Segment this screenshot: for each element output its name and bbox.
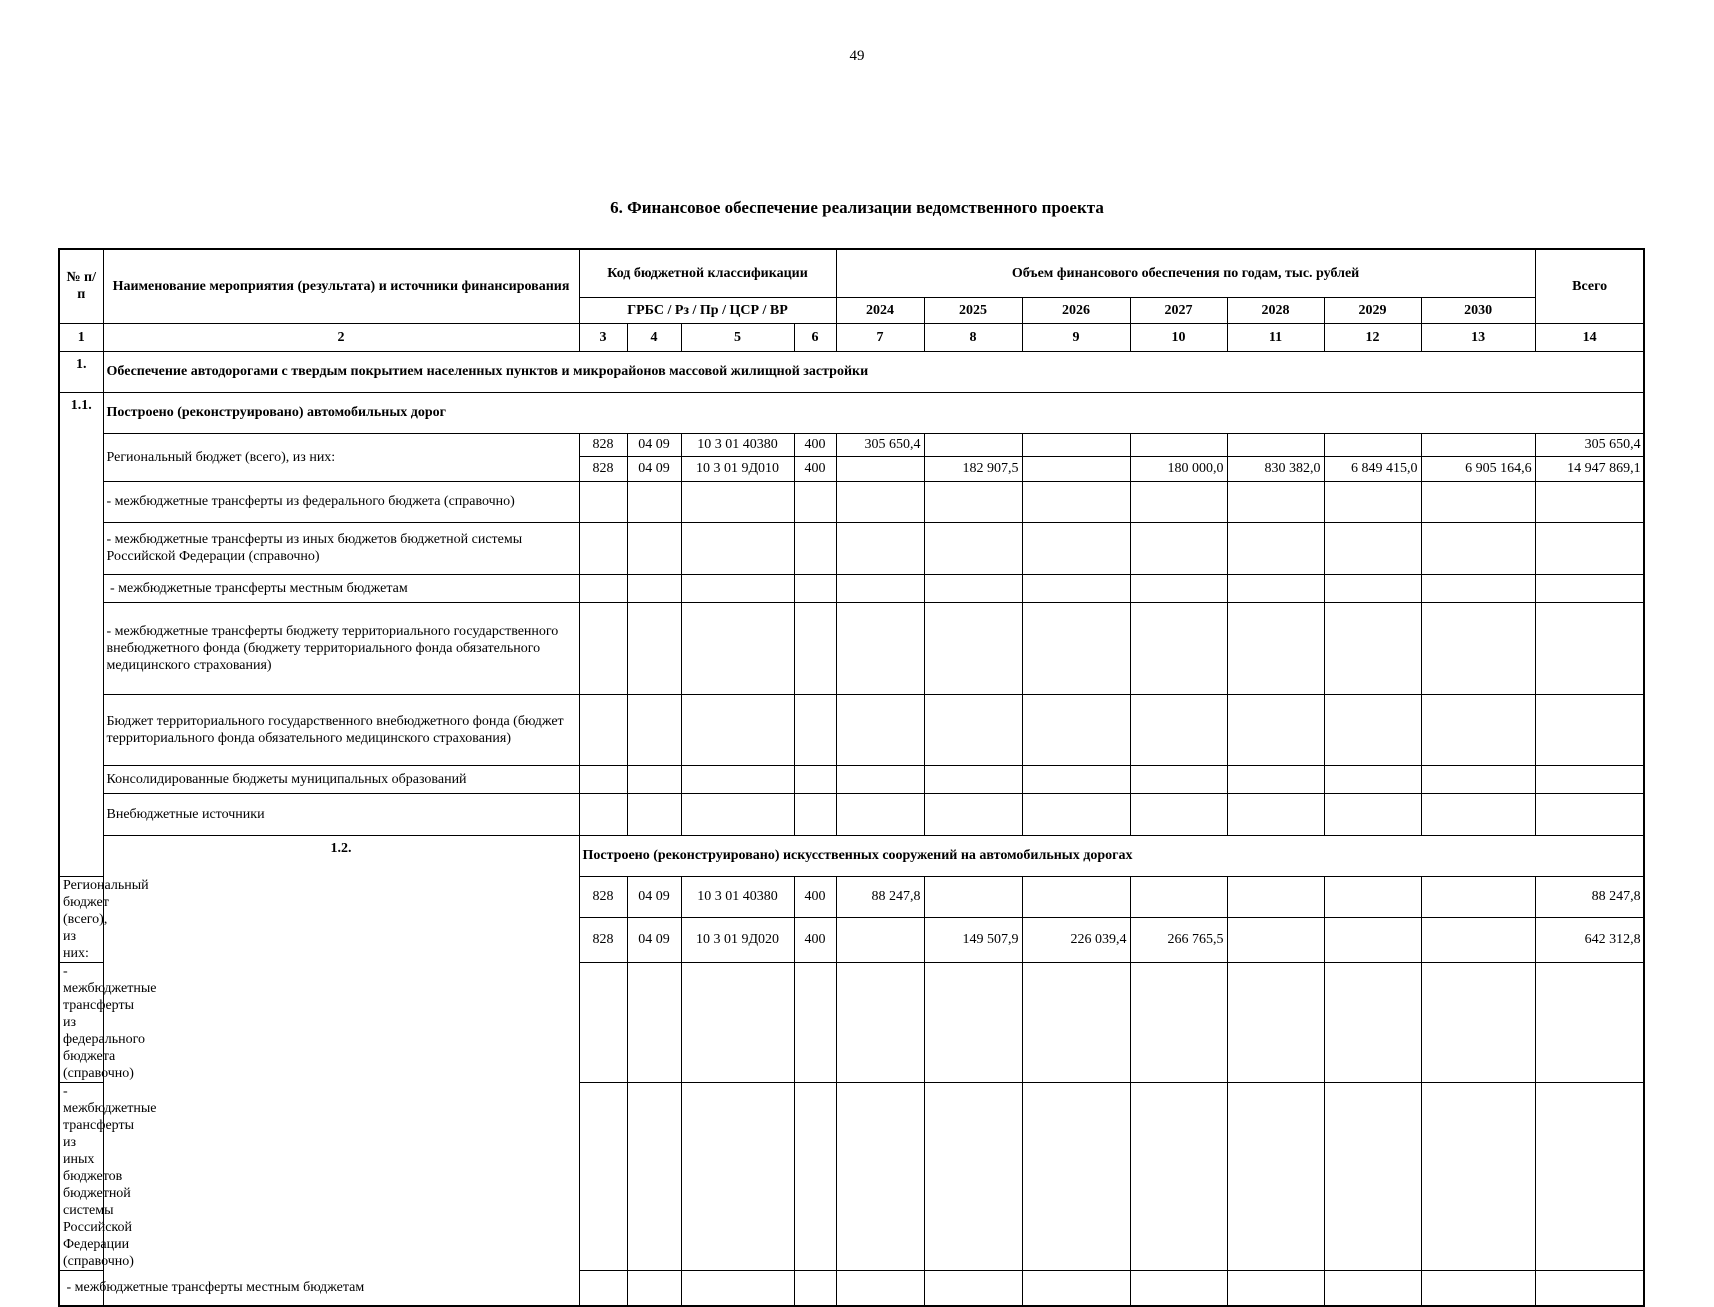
header-year: 2029 — [1324, 297, 1421, 323]
subsection-index: 1.1. — [59, 392, 103, 876]
cell-vr: 400 — [794, 876, 836, 918]
cell-csr: 10 3 01 40380 — [681, 876, 794, 918]
column-number: 13 — [1421, 323, 1535, 351]
header-year: 2028 — [1227, 297, 1324, 323]
cell-vr: 400 — [794, 433, 836, 456]
cell-csr: 10 3 01 9Д020 — [681, 918, 794, 962]
financing-table — [58, 248, 1645, 1307]
budget-label: Региональный бюджет (всего), из них: — [103, 433, 579, 481]
subsection-index: 1.2. — [103, 835, 579, 1306]
cell-2026 — [1022, 456, 1130, 481]
cell-2027: 266 765,5 — [1130, 918, 1227, 962]
cell-2029: 6 849 415,0 — [1324, 456, 1421, 481]
column-number: 8 — [924, 323, 1022, 351]
row-label: - межбюджетные трансферты из иных бюджетов бюджетной системы Российской Федерации (справочно) — [59, 1082, 103, 1270]
subsection-row — [59, 392, 1644, 433]
cell-2025: 182 907,5 — [924, 456, 1022, 481]
cell-2024: 88 247,8 — [836, 876, 924, 918]
cell-2025 — [924, 433, 1022, 456]
document-title: 6. Финансовое обеспечение реализации ведомственного проекта — [610, 198, 1104, 217]
cell-2028 — [1227, 918, 1324, 962]
row-label: - межбюджетные трансферты местным бюджетам — [103, 574, 579, 602]
cell-total: 88 247,8 — [1535, 876, 1644, 918]
cell-2029 — [1324, 876, 1421, 918]
page-number: 49 — [849, 48, 865, 64]
header-kbk-sub: ГРБС / Рз / Пр / ЦСР / ВР — [579, 297, 836, 323]
cell-total: 305 650,4 — [1535, 433, 1644, 456]
cell-2027 — [1130, 876, 1227, 918]
row-label: Внебюджетные источники — [103, 793, 579, 835]
cell-csr: 10 3 01 40380 — [681, 433, 794, 456]
table-row — [59, 522, 1644, 574]
row-label: - межбюджетные трансферты местным бюджетам — [59, 1270, 103, 1306]
header-name: Наименование мероприятия (результата) и источники финансирования — [103, 249, 579, 323]
cell-2030 — [1421, 918, 1535, 962]
cell-vr: 400 — [794, 456, 836, 481]
header-year: 2030 — [1421, 297, 1535, 323]
cell-2028 — [1227, 876, 1324, 918]
subsection-title: Построено (реконструировано) автомобильных дорог — [103, 392, 1644, 433]
cell-2027: 180 000,0 — [1130, 456, 1227, 481]
cell-2024: 305 650,4 — [836, 433, 924, 456]
row-label: - межбюджетные трансферты из федерального бюджета (справочно) — [103, 481, 579, 522]
column-number: 10 — [1130, 323, 1227, 351]
column-number: 12 — [1324, 323, 1421, 351]
cell-grbs: 828 — [579, 433, 627, 456]
cell-vr: 400 — [794, 918, 836, 962]
row-label: Консолидированные бюджеты муниципальных образований — [103, 765, 579, 793]
section-index: 1. — [59, 351, 103, 392]
column-number: 9 — [1022, 323, 1130, 351]
column-number: 7 — [836, 323, 924, 351]
cell-rzpr: 04 09 — [627, 433, 681, 456]
cell-rzpr: 04 09 — [627, 876, 681, 918]
cell-grbs: 828 — [579, 876, 627, 918]
cell-2028: 830 382,0 — [1227, 456, 1324, 481]
table-row — [59, 433, 1644, 456]
cell-2024 — [836, 918, 924, 962]
table-row — [59, 602, 1644, 694]
header-total: Всего — [1535, 249, 1644, 323]
header-year: 2024 — [836, 297, 924, 323]
section-title: Обеспечение автодорогами с твердым покрытием населенных пунктов и микрорайонов массовой жилищной застройки — [103, 351, 1644, 392]
column-number: 2 — [103, 323, 579, 351]
header-volume: Объем финансового обеспечения по годам, тыс. рублей — [836, 249, 1535, 297]
cell-rzpr: 04 09 — [627, 456, 681, 481]
row-label: - межбюджетные трансферты из иных бюджетов бюджетной системы Российской Федерации (справочно) — [103, 522, 579, 574]
table-row — [59, 481, 1644, 522]
cell-2029 — [1324, 433, 1421, 456]
column-number: 1 — [59, 323, 103, 351]
cell-rzpr: 04 09 — [627, 918, 681, 962]
cell-2026 — [1022, 876, 1130, 918]
column-number: 5 — [681, 323, 794, 351]
cell-2024 — [836, 456, 924, 481]
cell-2025: 149 507,9 — [924, 918, 1022, 962]
header-year: 2026 — [1022, 297, 1130, 323]
column-number: 11 — [1227, 323, 1324, 351]
budget-label: Региональный бюджет (всего), из них: — [59, 876, 103, 962]
cell-2030: 6 905 164,6 — [1421, 456, 1535, 481]
header-year: 2025 — [924, 297, 1022, 323]
cell-2025 — [924, 876, 1022, 918]
table-row — [59, 694, 1644, 765]
subsection-title: Построено (реконструировано) искусственных сооружений на автомобильных дорогах — [579, 835, 1644, 876]
row-label: Бюджет территориального государственного внебюджетного фонда (бюджет территориального фонда обязательного медицинского страхования) — [103, 694, 579, 765]
column-number: 3 — [579, 323, 627, 351]
cell-grbs: 828 — [579, 918, 627, 962]
row-label: - межбюджетные трансферты бюджету территориального государственного внебюджетного фонда (бюджету территориального фонда обязательного медицинского страхования) — [103, 602, 579, 694]
header-year: 2027 — [1130, 297, 1227, 323]
header-num: № п/п — [59, 249, 103, 323]
cell-2026 — [1022, 433, 1130, 456]
cell-2029 — [1324, 918, 1421, 962]
cell-2030 — [1421, 876, 1535, 918]
table-row — [59, 765, 1644, 793]
row-label: - межбюджетные трансферты из федерального бюджета (справочно) — [59, 962, 103, 1082]
cell-grbs: 828 — [579, 456, 627, 481]
cell-2026: 226 039,4 — [1022, 918, 1130, 962]
cell-total: 14 947 869,1 — [1535, 456, 1644, 481]
cell-2030 — [1421, 433, 1535, 456]
cell-2028 — [1227, 433, 1324, 456]
cell-csr: 10 3 01 9Д010 — [681, 456, 794, 481]
subsection-row — [59, 835, 1644, 876]
table-row — [59, 574, 1644, 602]
cell-2027 — [1130, 433, 1227, 456]
table-row — [59, 793, 1644, 835]
header-kbk: Код бюджетной классификации — [579, 249, 836, 297]
column-number: 4 — [627, 323, 681, 351]
cell-total: 642 312,8 — [1535, 918, 1644, 962]
column-number: 14 — [1535, 323, 1644, 351]
column-number: 6 — [794, 323, 836, 351]
section-row — [59, 351, 1644, 392]
